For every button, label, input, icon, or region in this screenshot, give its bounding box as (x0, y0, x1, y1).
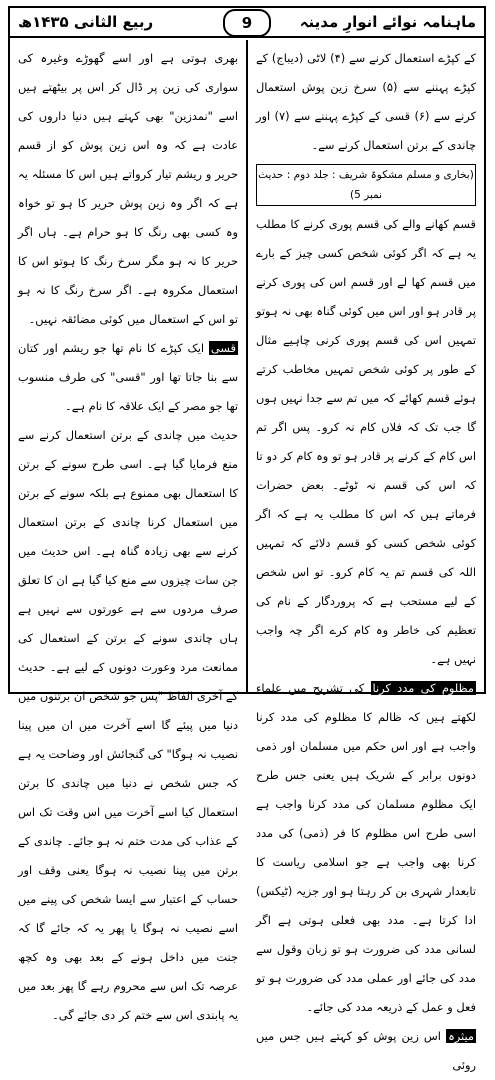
page-header (10, 8, 484, 38)
paragraph-text: ایک کپڑے کا نام تھا جو ریشم اور کتان سے بنا جاتا تھا اور "قسی" کی طرف منسوب تھا جو مصر کے ایک علاقہ کا نام ہے۔ (18, 341, 239, 413)
term-highlight: قسی (210, 341, 237, 355)
page-number: 9 (223, 9, 271, 37)
term-highlight: مظلوم کی مدد کرنا (372, 681, 475, 695)
paragraph: کے کپڑے استعمال کرنے سے (۴) لاٹی (دیباج) کے کپڑے پہننے سے (۵) سرخ زین پوش استعمال کرنے سے (۶) قسی کے کپڑے پہننے سے (۷) اور چاندی کے برتن استعمال کرنے سے۔ (256, 51, 476, 152)
column-divider (246, 40, 248, 694)
paragraph: قسم کھانے والے کی قسم پوری کرنے کا مطلب یہ ہے کہ اگر کوئی شخص کسی چیز کے بارے میں قسم کھا لے اور قسم اس کی پوری کرنے پر قادر ہو اور اس میں کوئی گناہ بھی نہ ہوتو تمہیں اس کی قسم پوری کرنی چاہیے مثال کے طور پر کوئی شخص تمہیں مخاطب کرتے ہوئے قسم کھائے کہ میں تم سے جدا نہیں ہوں گا جب تک کہ فلاں کام نہ کرو۔ پس اگر تم اس کام کے کرنے پر قادر ہو تو وہ کام کر دو تا کہ اس کی قسم نہ ٹوٹے۔ بعض حضرات فرماتے ہیں کہ اس کا مطلب یہ ہے کہ اگر کوئی شخص کسی کو قسم دلائے کہ تمہیں اللہ کی قسم تم یہ کام کرو۔ تو اس شخص کے لیے مستحب ہے کہ پروردگار کے نام کی تعظیم کی خاطر وہ کام کرے اگر چہ واجب نہیں ہے۔ (256, 217, 476, 666)
paragraph (18, 334, 238, 421)
paragraph: حدیث میں چاندی کے برتن استعمال کرنے سے منع فرمایا گیا ہے۔ اسی طرح سونے کے برتن کا استعمال بھی ممنوع ہے بلکہ سونے کے برتن میں استعمال کرنا چاندی کے برتن استعمال کرنے سے بھی زیادہ گناہ ہے۔ اس حدیث میں جن سات چیزوں سے منع کیا گیا ہے ان کا تعلق صرف مردوں سے ہے عورتوں سے نہیں ہے ہاں چاندی سونے کے برتن کے استعمال کی ممانعت مرد وعورت دونوں کے لیے ہے۔ حدیث کے آخری الفاظ "پس جو شخص ان برتنوں میں دنیا میں پیئے گا اسے آخرت میں ان میں پینا نصیب نہ ہوگا" کی گنجائش اور وضاحت یہ ہے کہ جس شخص نے دنیا میں چاندی کا برتن استعمال کیا اسے آخرت میں اس وقت تک اس کے عذاب کی مدت ختم نہ ہو جائے۔ چاندی کے برتن میں پینا نصیب نہ ہوگا یعنی وقف اور حساب کے اعتبار سے ایسا شخص کی پینے میں اسے نصیب نہ ہوگا یا پھر یہ کہ جائے گا کہ جنت میں داخل ہونے کے بعد بھی وہ کچھ عرصہ تک اس سے محروم رہے گا پھر بعد میں یہ پابندی اس سے ختم کر دی جائے گی۔ (18, 428, 239, 1022)
magazine-title: ماہنامہ نوائے انوارِ مدینہ (299, 13, 476, 31)
hadith-reference: (بخاری و مسلم مشکوۃ شریف : جلد دوم : حدیث نمبر 5) (256, 164, 476, 206)
text-columns (10, 40, 484, 1072)
paragraph: بھری ہوتی ہے اور اسے گھوڑے وغیرہ کی سواری کی زین پر ڈال کر اس پر بیٹھتے ہیں اسے "نمدزین" بھی کہتے ہیں دنیا داروں کی عادت ہے کہ وہ اس زین پوش کو از قسم حریر و ریشم تیار کرواتے ہیں اس کا مسئلہ یہ ہے کہ اگر وہ زین پوش حریر کا ہو تو خواہ وہ کسی بھی رنگ کا ہو حرام ہے۔ ہاں اگر حریر کا نہ ہو مگر سرخ رنگ کا ہوتو اس کا استعمال مکروہ ہے۔ اگر سرخ رنگ کا نہ ہو تو اس کے استعمال میں کوئی مضائقہ نہیں۔ (18, 51, 239, 326)
term-highlight: میثرہ (448, 1029, 474, 1043)
paragraph-text: کی تشریح میں علماء لکھتے ہیں کہ ظالم کا مظلوم کی مدد کرنا واجب ہے اور اس حکم میں مسلمان اور ذمی دونوں برابر کے شریک ہیں یعنی جس طرح ایک مظلوم مسلمان کی مدد کرنا واجب ہے اسی طرح اس مظلوم کا فر (ذمی) کی مدد کرنا بھی واجب ہے جو اسلامی ریاست کا تابعدار شہری بن کر رہتا ہو اور جزیہ (ٹیکس) ادا کرتا ہے۔ مدد بھی فعلی ہوتی ہے اگر لسانی مدد کی ضرورت ہو تو زبان وقول سے مدد کی جائے اور عملی مدد کی ضرورت ہو تو فعل و عمل کے ذریعہ مدد کی جائے۔ (256, 681, 476, 1014)
paragraph (256, 1022, 476, 1080)
paragraph (256, 674, 476, 1022)
issue-date: ربیع الثانی ۱۴۳۵ھ (18, 13, 154, 31)
paragraph-text: اس زین پوش کو کہتے ہیں جس میں روئی (256, 1029, 476, 1072)
page (8, 6, 486, 1072)
left-column (10, 40, 246, 1022)
right-column (248, 40, 484, 1072)
